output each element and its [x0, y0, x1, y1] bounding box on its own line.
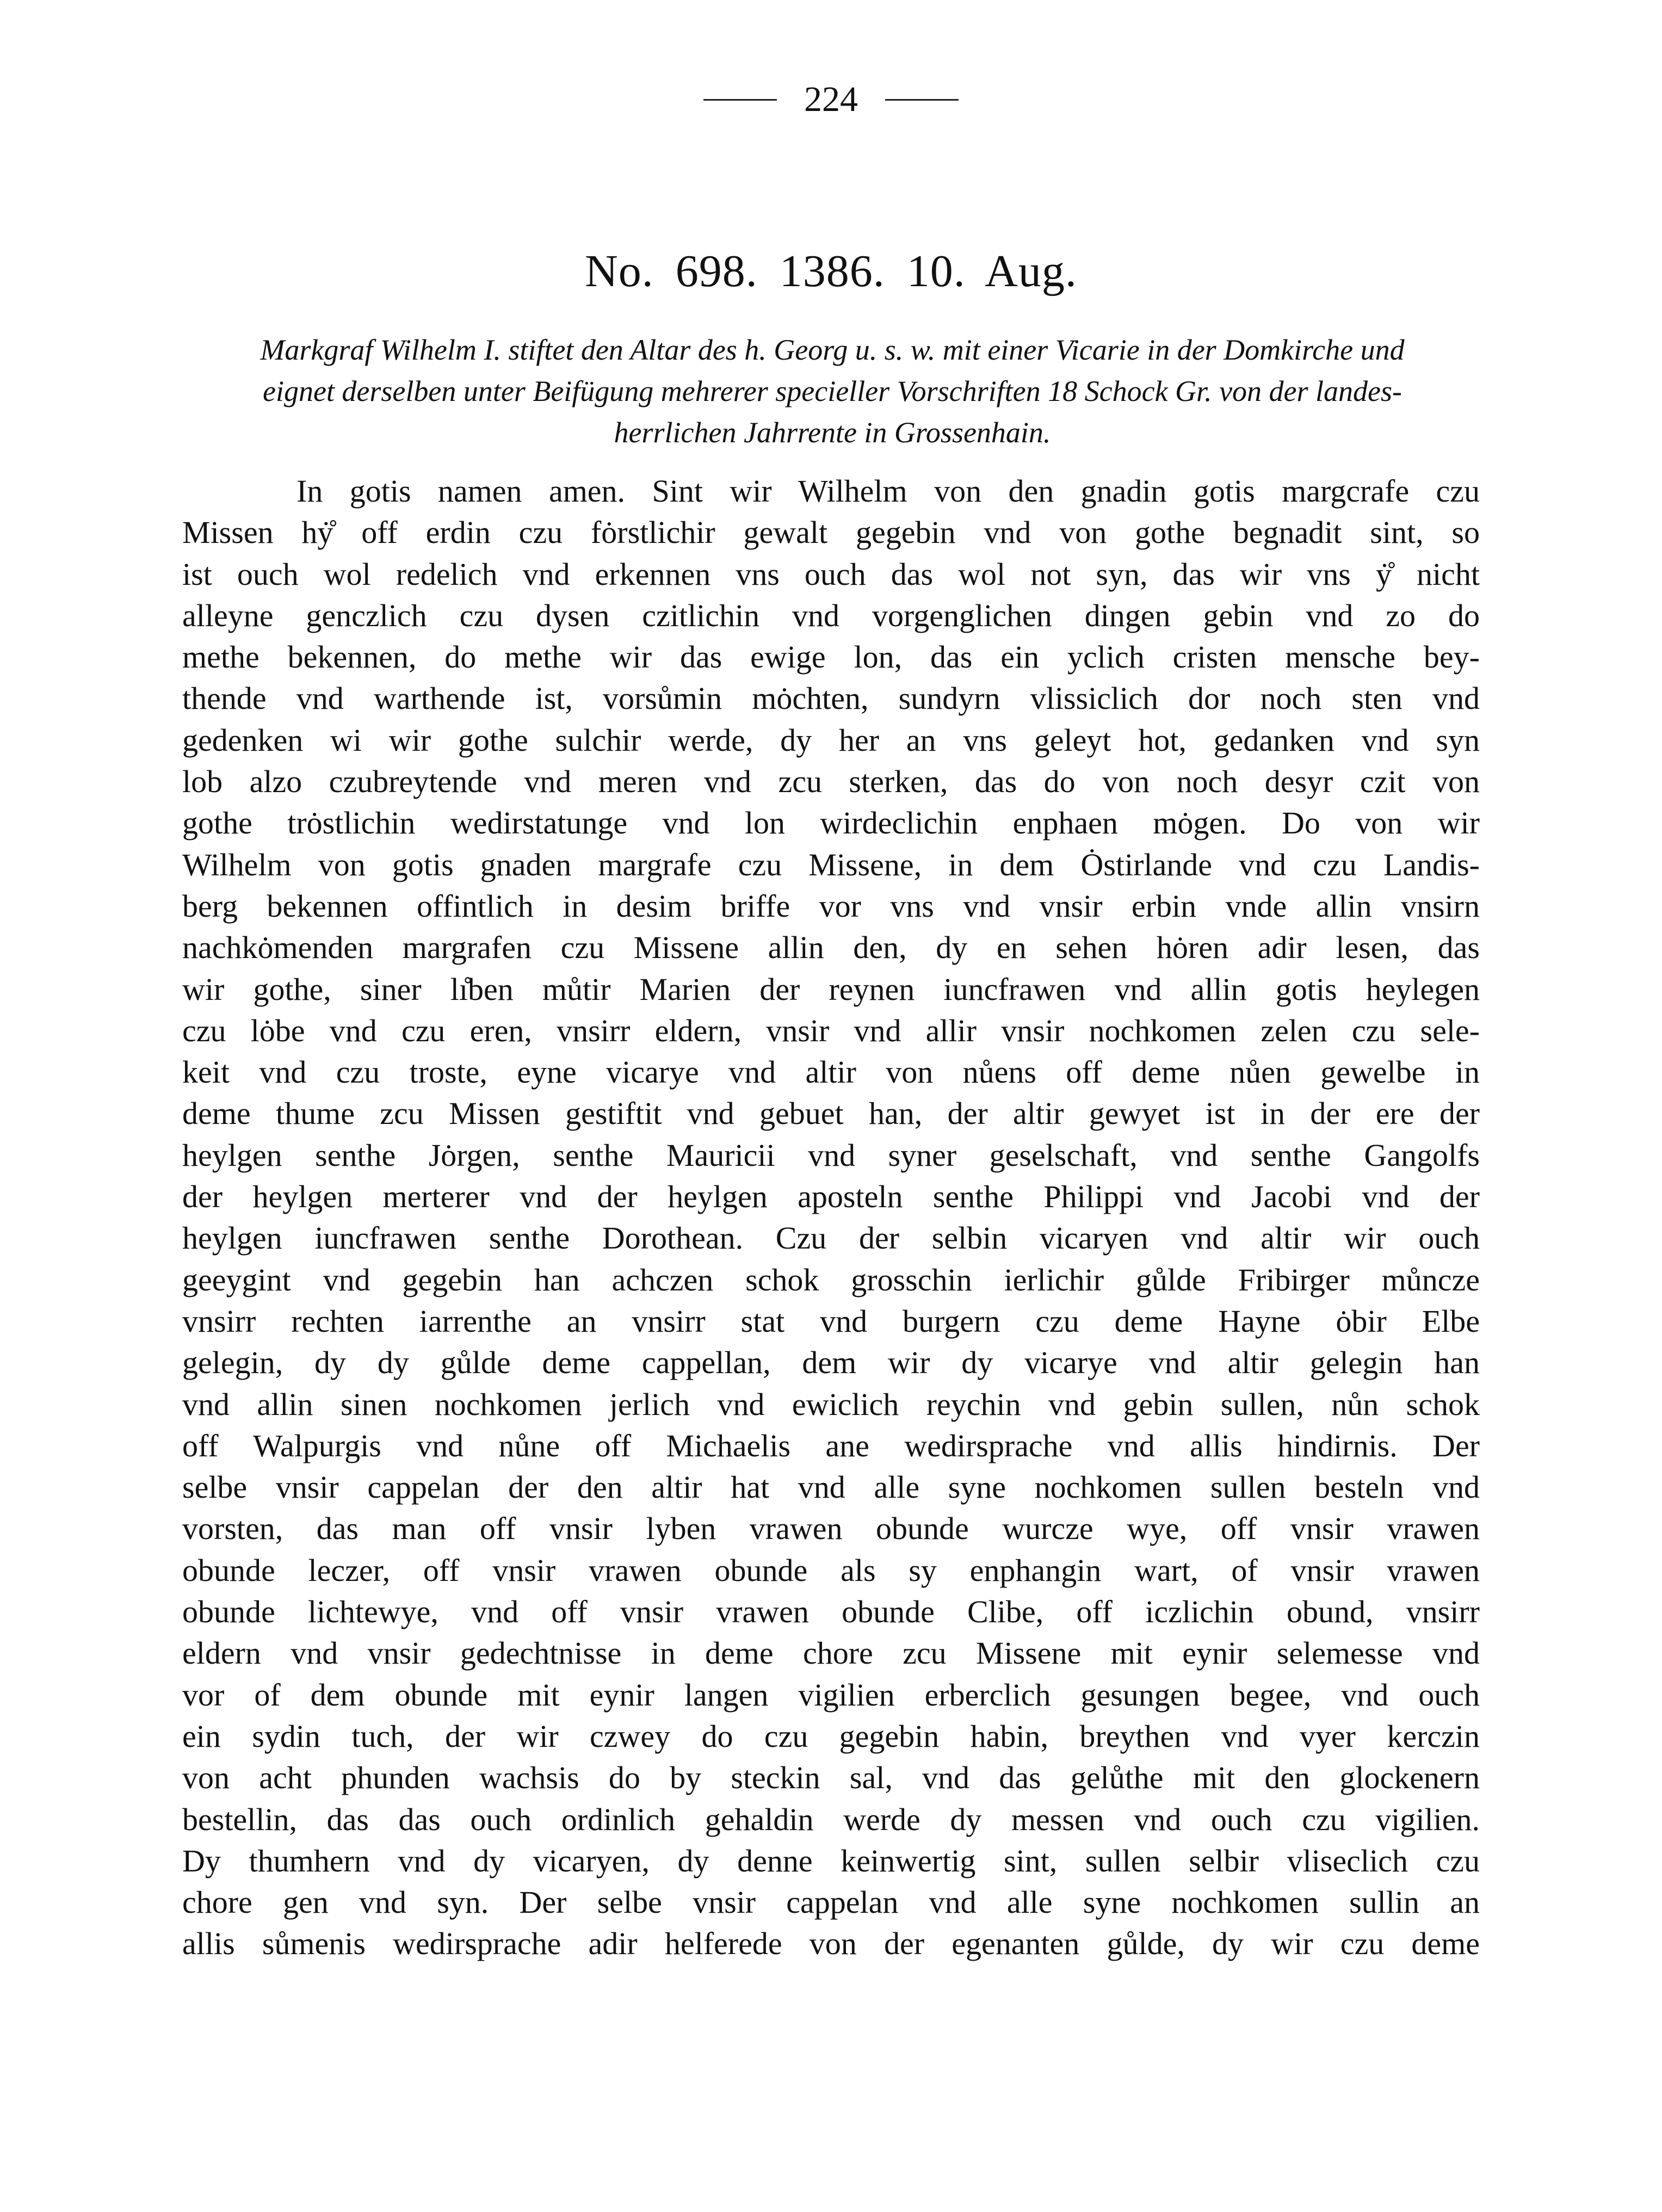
page-number: 224: [804, 79, 858, 119]
regest-summary: [188, 329, 1477, 453]
body-line: czu lȯbe vnd czu eren, vnsirr eldern, vnsir vnd allir vnsir nochkomen zelen czu sele-: [182, 1012, 1480, 1048]
body-line: gedenken wi wir gothe sulchir werde, dy her an vns geleyt hot, gedanken vnd syn: [182, 722, 1480, 758]
body-line: vnsirr rechten iarrenthe an vnsirr stat vnd burgern czu deme Hayne ȯbir Elbe: [182, 1303, 1480, 1339]
body-line: eldern vnd vnsir gedechtnisse in deme chore zcu Missene mit eynir selemesse vnd: [182, 1635, 1480, 1671]
body-line: gelegin, dy dy gůlde deme cappellan, dem wir dy vicarye vnd altir gelegin han: [182, 1345, 1480, 1381]
page-header: [0, 79, 1662, 119]
body-line: Wilhelm von gotis gnaden margrafe czu Missene, in dem Ȯstirlande vnd czu Landis-: [182, 847, 1480, 882]
body-line: selbe vnsir cappelan der den altir hat vnd alle syne nochkomen sullen besteln vnd: [182, 1469, 1480, 1505]
header-rule-right: [885, 99, 959, 101]
body-line: alleyne genczlich czu dysen czitlichin vnd vorgenglichen dingen gebin vnd zo do: [182, 597, 1480, 633]
body-line: chore gen vnd syn. Der selbe vnsir cappelan vnd alle syne nochkomen sullin an: [182, 1884, 1480, 1920]
regest-line: eignet derselben unter Beifügung mehrerer specieller Vorschriften 18 Schock Gr. von der landes-: [262, 375, 1402, 407]
header-rule-left: [703, 99, 777, 101]
charter-body-text: [182, 471, 1480, 1965]
body-line: von acht phunden wachsis do by steckin sal, vnd das gelůthe mit den glockenern: [182, 1760, 1480, 1796]
body-line: In gotis namen amen. Sint wir Wilhelm von den gnadin gotis margcrafe czu: [296, 473, 1480, 509]
body-line: Dy thumhern vnd dy vicaryen, dy denne keinwertig sint, sullen selbir vliseclich czu: [182, 1843, 1480, 1879]
body-line: ist ouch wol redelich vnd erkennen vns ouch das wol not syn, das wir vns ẏ̊ nicht: [182, 556, 1480, 592]
body-line: wir gothe, siner lı̊ben můtir Marien der reynen iuncfrawen vnd allin gotis heylegen: [182, 971, 1480, 1007]
body-line: Missen hẏ̊ off erdin czu fȯrstlichir gewalt gegebin vnd von gothe begnadit sint, so: [182, 515, 1480, 551]
document-title: No. 698. 1386. 10. Aug.: [585, 246, 1077, 296]
body-line: vnd allin sinen nochkomen jerlich vnd ewiclich reychin vnd gebin sullen, nůn schok: [182, 1386, 1480, 1422]
body-line: nachkȯmenden margrafen czu Missene allin den, dy en sehen hȯren adir lesen, das: [182, 930, 1480, 966]
body-line: berg bekennen offintlich in desim briffe vor vns vnd vnsir erbin vnde allin vnsirn: [182, 888, 1480, 924]
body-line: thende vnd warthende ist, vorsůmin mȯchten, sundyrn vlissiclich dor noch sten vnd: [182, 681, 1480, 716]
regest-line: herrlichen Jahrrente in Grossenhain.: [614, 416, 1051, 449]
body-line: ein sydin tuch, der wir czwey do czu gegebin habin, breythen vnd vyer kerczin: [182, 1718, 1480, 1754]
body-line: keit vnd czu troste, eyne vicarye vnd altir von nůens off deme nůen gewelbe in: [182, 1054, 1480, 1090]
body-line: vorsten, das man off vnsir lyben vrawen obunde wurcze wye, off vnsir vrawen: [182, 1511, 1480, 1547]
body-line: methe bekennen, do methe wir das ewige lon, das ein yclich cristen mensche bey-: [182, 639, 1480, 675]
body-line: heylgen iuncfrawen senthe Dorothean. Czu der selbin vicaryen vnd altir wir ouch: [182, 1220, 1480, 1256]
body-line: off Walpurgis vnd nůne off Michaelis ane wedirsprache vnd allis hindirnis. Der: [182, 1428, 1480, 1463]
body-line: lob alzo czubreytende vnd meren vnd zcu sterken, das do von noch desyr czit von: [182, 764, 1480, 800]
body-line: allis sůmenis wedirsprache adir helferede von der egenanten gůlde, dy wir czu deme: [182, 1926, 1480, 1962]
body-line: der heylgen merterer vnd der heylgen aposteln senthe Philippi vnd Jacobi vnd der: [182, 1179, 1480, 1215]
body-line: vor of dem obunde mit eynir langen vigilien erberclich gesungen begee, vnd ouch: [182, 1677, 1480, 1713]
body-line: obunde lichtewye, vnd off vnsir vrawen obunde Clibe, off iczlichin obund, vnsirr: [182, 1594, 1480, 1630]
body-line: heylgen senthe Jȯrgen, senthe Mauricii vnd syner geselschaft, vnd senthe Gangolfs: [182, 1137, 1480, 1173]
body-line: gothe trȯstlichin wedirstatunge vnd lon wirdeclichin enphaen mȯgen. Do von wir: [182, 805, 1480, 841]
regest-line: Markgraf Wilhelm I. stiftet den Altar des h. Georg u. s. w. mit einer Vicarie in der Domkirche und: [260, 333, 1405, 366]
body-line: geeygint vnd gegebin han achczen schok grosschin ierlichir gůlde Fribirger můncze: [182, 1262, 1480, 1297]
body-line: deme thume zcu Missen gestiftit vnd gebuet han, der altir gewyet ist in der ere der: [182, 1096, 1480, 1132]
body-line: obunde leczer, off vnsir vrawen obunde als sy enphangin wart, of vnsir vrawen: [182, 1552, 1480, 1588]
body-line: bestellin, das das ouch ordinlich gehaldin werde dy messen vnd ouch czu vigilien.: [182, 1801, 1480, 1837]
